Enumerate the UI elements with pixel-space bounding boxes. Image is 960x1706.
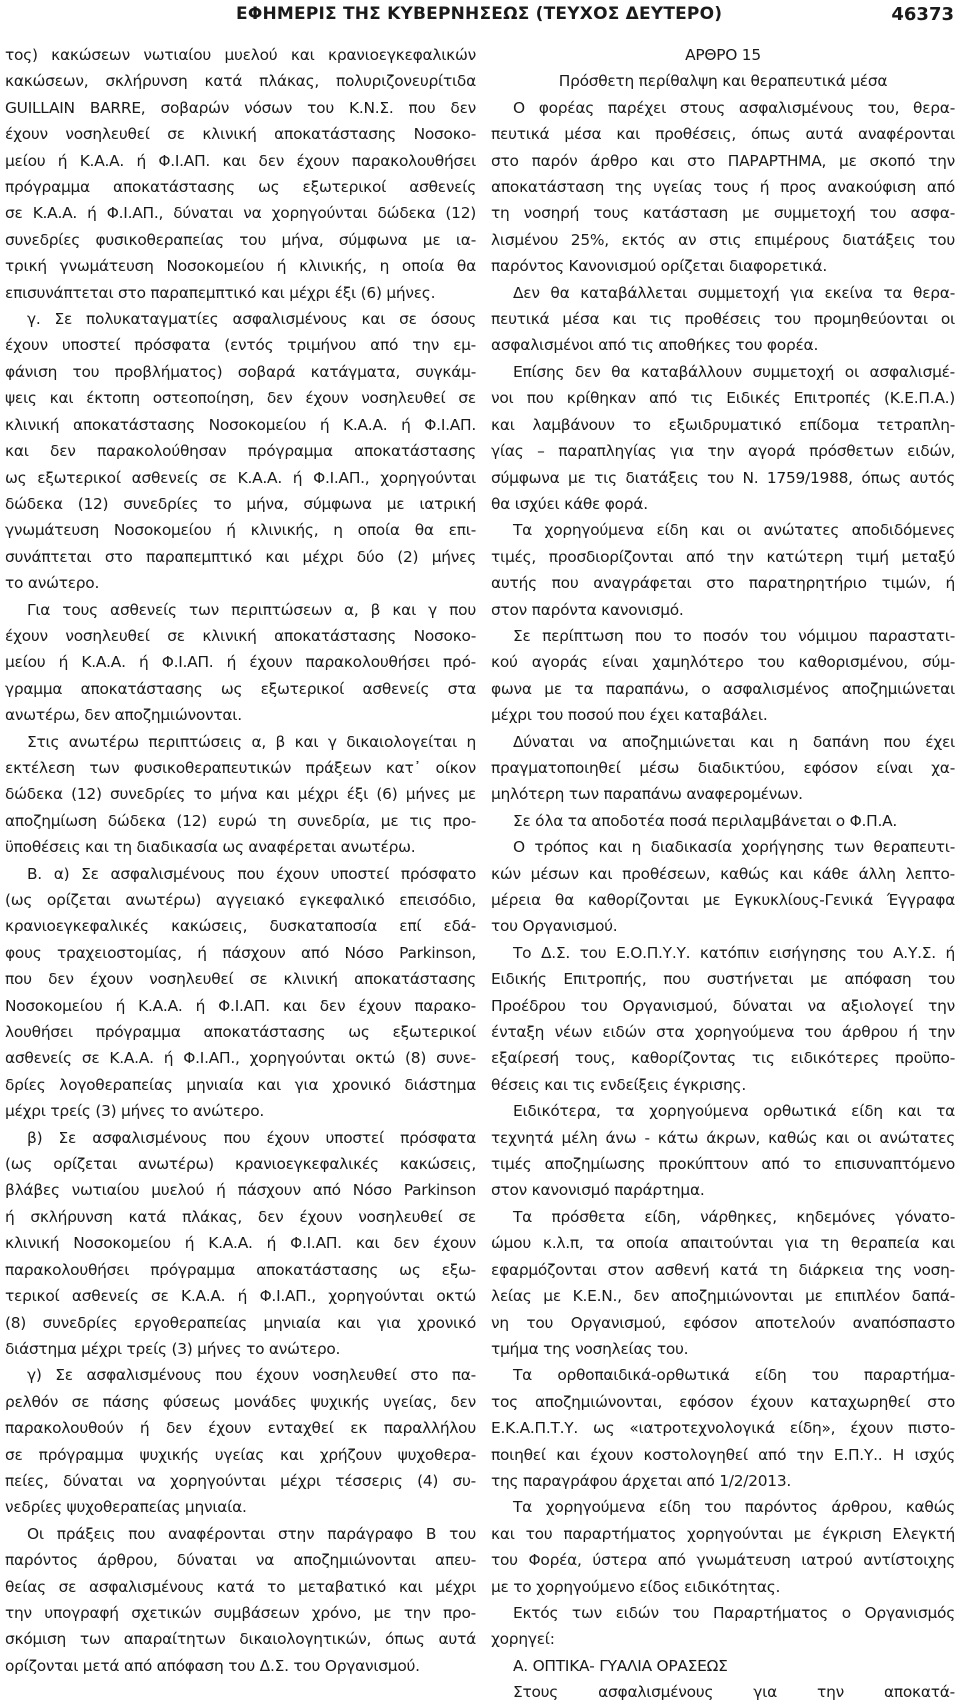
left-column-line: έχουν νοσηλευθεί σε κλινική αποκατάστασης Νοσοκο-: [5, 626, 476, 645]
left-column-line: έχουν νοσηλευθεί σε κλινική αποκατάστασης Νοσοκο-: [5, 125, 476, 144]
right-column-line: κών μέσων και προθέσεων, καθώς και κάθε άλλη λεπτο-: [491, 864, 955, 883]
left-column-line: ασθενείς σε Κ.Α.Α. ή Φ.Ι.ΑΠ., χορηγούνται οκτώ (8) συνε-: [5, 1049, 476, 1068]
left-column-line: ορίζονται μετά από απόφαση του Δ.Σ. του Οργανισμού.: [5, 1656, 420, 1675]
right-column-line: θέσεις και τις ενδείξεις έγκρισης.: [491, 1075, 746, 1094]
right-column-line: πευτικά μέσα και τις προθέσεις του προμηθεύονται οι: [491, 310, 955, 329]
left-column-line: ρελθόν σε πάσης φύσεως μονάδες ψυχικής υγείας, δεν: [5, 1392, 476, 1411]
left-column-line: Νοσοκομείου ή Κ.Α.Α. ή Φ.Ι.ΑΠ. και δεν έχουν παρακο-: [5, 996, 476, 1015]
left-column-line: κρανιοεγκεφαλικές κακώσεις, δυσκαταποσία επί εδά-: [5, 917, 476, 936]
left-column-line: το ανώτερο.: [5, 574, 100, 593]
right-column-line: στον κανονισμό παράρτημα.: [491, 1181, 705, 1200]
left-column-line: πείες, δύναται να χορηγούνται μέχρι τέσσερις (4) συ-: [5, 1471, 476, 1490]
left-column-line: ως εξωτερικοί ασθενείς σε Κ.Α.Α. ή Φ.Ι.ΑΠ., χορηγούνται: [5, 468, 476, 487]
left-column-line: σε Κ.Α.Α. ή Φ.Ι.ΑΠ., δύναται να χορηγούνται δώδεκα (12): [5, 204, 476, 223]
left-column-line: λουθήσει πρόγραμμα αποκατάστασης ως εξωτερικοί: [5, 1023, 476, 1042]
left-column-line: τρική γνωμάτευση Νοσοκομείου ή κλινικής, η οποία θα: [5, 257, 476, 276]
right-column-line: Δύναται να αποζημιώνεται και η δαπάνη που έχει: [513, 732, 955, 751]
right-column-line: αποκατάσταση της υγείας τους ή προς ανακούφιση από: [491, 178, 955, 197]
right-column-line: Στους ασφαλισμένους για την αποκατά-: [513, 1683, 955, 1702]
right-column-line: τιμές, προσδιορίζονται από την κατώτερη τιμή μεταξύ: [491, 547, 955, 566]
left-column-line: τερικοί ασθενείς σε Κ.Α.Α. ή Φ.Ι.ΑΠ., χορηγούνται οκτώ: [5, 1287, 476, 1306]
page-number: 46373: [891, 4, 954, 25]
left-column-line: κλινική αποκατάστασης Νοσοκομείου ή Κ.Α.Α. ή Φ.Ι.ΑΠ.: [5, 415, 476, 434]
left-column-line: β) Σε ασφαλισμένους που έχουν υποστεί πρόσφατα: [27, 1128, 476, 1147]
right-column-line: μηλότερη των παραπάνω αναφερομένων.: [491, 785, 803, 804]
right-column-line: και του παραρτήματος χορηγούνται με έγκριση Ελεγκτή: [491, 1524, 955, 1543]
left-column-line: επισυνάπτεται στο παραπεμπτικό και μέχρι έξι (6) μήνες.: [5, 283, 436, 302]
right-column-line: παρόντος Κανονισμού ορίζεται διαφορετικά.: [491, 257, 827, 276]
left-column-line: δρίες λογοθεραπείας μηνιαία και για χρονικό διάστημα: [5, 1075, 476, 1094]
left-column-line: ψεις και έκτοπη οστεοποίηση, δεν έχουν νοσηλευθεί σε: [5, 389, 476, 408]
right-column-line: λείας με Κ.Ε.Ν., δεν αποζημιώνονται με επιπλέον δαπά-: [491, 1287, 955, 1306]
left-column-line: νεδρίες ψυχοθεραπείας μηνιαία.: [5, 1498, 247, 1517]
right-column-line: ασφαλισμένοι από τις αποθήκες του φορέα.: [491, 336, 819, 355]
right-column-line: Ε.Κ.Α.Π.Τ.Υ. ως «ιατροτεχνολογικά είδη», έχουν πιστο-: [491, 1419, 955, 1438]
right-column-line: μέρεια θα καθορίζονται με Εγκυκλίους-Γενικά Έγγραφα: [491, 891, 955, 909]
right-column-line: Τα χορηγούμενα είδη του παρόντος άρθρου, καθώς: [513, 1498, 955, 1517]
left-column: [5, 42, 476, 1679]
left-column-line: φους τραχειοστομίας, ή πάσχουν από Νόσο Parkinson,: [5, 943, 476, 962]
right-column-line: σύμφωνα με τις διατάξεις του Ν. 1759/1988, όπως αυτός: [491, 468, 955, 487]
left-column-line: έχουν υποστεί πρόσφατα (εντός τριμήνου από την εμ-: [5, 336, 476, 355]
left-column-line: γ. Σε πολυκαταγματίες ασφαλισμένους και σε όσους: [27, 310, 476, 329]
right-column-line: Το Δ.Σ. του Ε.Ο.Π.Υ.Υ. κατόπιν εισήγησης του Α.Υ.Σ. ή: [513, 943, 955, 962]
left-column-line: μείου ή Κ.Α.Α. ή Φ.Ι.ΑΠ. και δεν έχουν παρακολουθήσει: [5, 151, 476, 170]
right-column-line: Τα ορθοπαιδικά-ορθωτικά είδη του παραρτήμα-: [513, 1366, 955, 1385]
right-column-line: τμήμα της νοσηλείας του.: [491, 1339, 689, 1358]
right-column-line: εξαίρεσή τους, καθορίζοντας τις ειδικότερες προϋπο-: [491, 1049, 955, 1068]
left-column-line: θείας σε ασφαλισμένους κατά το μεταβατικό και μέχρι: [5, 1577, 476, 1596]
left-column-line: μείου ή Κ.Α.Α. ή Φ.Ι.ΑΠ. ή έχουν παρακολουθήσει πρό-: [5, 653, 476, 672]
left-column-line: Για τους ασθενείς των περιπτώσεων α, β και γ που: [27, 600, 476, 619]
right-column-line: Ειδικής Επιτροπής, που συστήνεται με απόφαση του: [491, 970, 955, 989]
right-column-line: νοι που κρίθηκαν από τις Ειδικές Επιτροπές (Κ.Ε.Π.Α.): [491, 389, 955, 408]
left-column-line: Β. α) Σε ασφαλισμένους που έχουν υποστεί πρόσφατο: [27, 864, 476, 883]
left-column-line: μέχρι τρείς (3) μήνες το ανώτερο.: [5, 1102, 265, 1121]
right-column-line: Σε περίπτωση που το ποσόν του νόμιμου παραστατι-: [513, 626, 955, 645]
left-column-line: γραμμα αποκατάστασης ως εξωτερικοί ασθενείς στα: [5, 679, 476, 698]
right-column-line: τιμές αποζημίωσης προκύπτουν από το επισυναπτόμενο: [491, 1155, 955, 1174]
left-column-line: παρακολουθούν ή δεν έχουν ενταχθεί εκ παραλλήλου: [5, 1419, 476, 1438]
left-column-line: (ως ορίζεται ανωτέρω) αγγειακό εγκεφαλικό επεισόδιο,: [5, 891, 476, 909]
right-column-line: τος αποζημιώνονται, εφόσον έχουν καταχωρηθεί στο: [491, 1392, 955, 1411]
right-column-line: μέχρι του ποσού που έχει καταβάλει.: [491, 706, 768, 725]
right-column-line: ώμου κ.λ.π, τα οποία απαιτούνται για τη θεραπεία και: [491, 1234, 955, 1253]
left-column-line: την υπογραφή σχετικών συμβάσεων χρόνο, με την προ-: [5, 1603, 476, 1622]
right-column-line: στον παρόντα κανονισμό.: [491, 600, 684, 619]
right-column-line: με το χορηγούμενο είδος ειδικότητας.: [491, 1577, 781, 1596]
right-column-line: Σε όλα τα αποδοτέα ποσά περιλαμβάνεται ο Φ.Π.Α.: [513, 811, 898, 830]
left-column-line: δώδεκα (12) συνεδρίες το μήνα, σύμφωνα με ιατρική: [5, 494, 476, 513]
left-column-line: (ως ορίζεται ανωτέρω) κρανιοεγκεφαλικές κακώσεις,: [5, 1155, 476, 1174]
right-column-line: Προέδρου του Οργανισμού, δύναται να αξιολογεί την: [491, 996, 955, 1015]
left-column-line: Στις ανωτέρω περιπτώσεις α, β και γ δικαιολογείται η: [27, 732, 476, 751]
left-column-line: και δεν παρακολούθησαν πρόγραμμα αποκατάστασης: [5, 442, 476, 461]
right-column-line: τη νοσηρή τους κατάσταση με συμμετοχή του ασφα-: [491, 204, 955, 223]
left-column-line: κλινική Νοσοκομείου ή Κ.Α.Α. ή Φ.Ι.ΑΠ. και δεν έχουν: [5, 1234, 476, 1253]
right-column-line: Πρόσθετη περίθαλψη και θεραπευτικά μέσα: [558, 72, 888, 91]
right-column-line: της παραγράφου άρχεται από 1/2/2013.: [491, 1471, 792, 1490]
left-column-line: συνεδρίες φυσικοθεραπείας του μήνα, σύμφωνα με ια-: [5, 230, 476, 249]
left-column-line: σκόμιση των απαραίτητων δικαιολογητικών, όπως αυτά: [5, 1630, 476, 1649]
right-column-line: ένταξη νέων ειδών στα χορηγούμενα του άρθρου ή την: [491, 1023, 955, 1042]
right-column-line: Δεν θα καταβάλλεται συμμετοχή για εκείνα τα θερα-: [513, 283, 955, 302]
left-column-line: (8) συνεδρίες εργοθεραπείας μηνιαία και για χρονικό: [5, 1313, 476, 1332]
left-column-line: ή σκλήρυνση κατά πλάκας, δεν έχουν νοσηλευθεί σε: [5, 1207, 476, 1226]
right-column-line: και λαμβάνουν το εξωιδρυματικό επίδομα τετραπλη-: [491, 415, 955, 434]
left-column-line: πρόγραμμα αποκατάστασης ως εξωτερικοί ασθενείς: [5, 178, 476, 197]
left-column-line: δώδεκα (12) συνεδρίες το μήνα και μέχρι έξι (6) μήνες με: [5, 785, 476, 804]
right-column-line: κού αγοράς είναι χαμηλότερο του καθορισμένου, σύμ-: [491, 653, 955, 672]
left-column-line: εκτέλεση των φυσικοθεραπευτικών πράξεων κατ᾽ οίκον: [5, 758, 476, 777]
right-column-line: αυτής που αναγράφεται στο παρατηρητήριο τιμών, ή: [491, 574, 955, 593]
right-column-line: πραγματοποιηθεί μέσω διαδικτύου, εφόσον είναι χα-: [491, 758, 955, 777]
left-column-line: φάνιση του προβλήματος) σοβαρά κατάγματα, συγκάμ-: [5, 362, 476, 381]
left-column-line: που δεν έχουν νοσηλευθεί σε κλινική αποκατάστασης: [5, 970, 476, 989]
left-column-line: παρακολουθήσει πρόγραμμα αποκατάστασης ως εξω-: [5, 1260, 476, 1279]
right-column-line: χορηγεί:: [491, 1630, 555, 1649]
right-column-line: τεχνητά μέλη άνω - κάτω άκρων, καθώς και οι ανώτατες: [491, 1128, 955, 1147]
right-column-line: Α. ΟΠΤΙΚΑ- ΓΥΑΛΙΑ ΟΡΑΣΕΩΣ: [513, 1656, 728, 1675]
right-column-line: του Φορέα, ύστερα από γνωμάτευση ιατρού αντίστοιχης: [491, 1551, 955, 1570]
left-column-line: GUILLAIN BARRE, σοβαρών νόσων του Κ.Ν.Σ. που δεν: [5, 98, 476, 117]
right-column-line: θα ισχύει κάθε φορά.: [491, 494, 648, 513]
left-column-line: παρόντος άρθρου, δύναται να αποζημιώνονται απευ-: [5, 1551, 476, 1570]
right-column-line: Τα πρόσθετα είδη, νάρθηκες, κηδεμόνες γόνατο-: [513, 1207, 955, 1226]
left-column-line: βλάβες νωτιαίου μυελού ή πάσχουν από Νόσο Parkinson: [5, 1181, 476, 1200]
running-title: ΕΦΗΜΕΡΙΣ ΤΗΣ ΚΥΒΕΡΝΗΣΕΩΣ (ΤΕΥΧΟΣ ΔΕΥΤΕΡΟ): [236, 4, 723, 24]
left-column-line: γνωμάτευση Νοσοκομείου ή κλινικής, η οποία θα επι-: [5, 521, 476, 540]
left-column-line: τος) κακώσεων νωτιαίου μυελού και κρανιοεγκεφαλικών: [5, 46, 476, 64]
right-column-line: Επίσης δεν θα καταβάλλουν συμμετοχή οι ασφαλισμέ-: [513, 362, 955, 381]
right-column-line: Ο φορέας παρέχει στους ασφαλισμένους του, θερα-: [513, 98, 955, 117]
right-column-line: στο παρόν άρθρο και στο ΠΑΡΑΡΤΗΜΑ, με σκοπό την: [491, 151, 955, 170]
right-column: [491, 42, 955, 1706]
right-column-line: του Οργανισμού.: [491, 917, 618, 936]
right-column-line: Ο τρόπος και η διαδικασία χορήγησης των θεραπευτι-: [513, 838, 955, 857]
left-column-line: διάστημα μέχρι τρείς (3) μήνες το ανώτερο.: [5, 1339, 341, 1358]
right-column-line: γίας – παραπληγίας για την αγορά πρόσθετων ειδών,: [491, 442, 955, 461]
right-column-line: ποιηθεί και έχουν κοστολογηθεί από την Ε.Π.Υ.. Η ισχύς: [491, 1445, 955, 1464]
right-column-line: εφαρμόζονται στον ασθενή κατά τη διάρκεια της νοση-: [491, 1260, 955, 1279]
left-column-line: κακώσεων, σκλήρυνση κατά πλάκας, πολυριζονευρίτιδα: [5, 72, 476, 91]
left-column-line: γ) Σε ασφαλισμένους που έχουν νοσηλευθεί στο πα-: [27, 1366, 476, 1385]
right-column-line: πευτικά μέσα και προθέσεις, όπως αυτά αναφέρονται: [491, 125, 955, 144]
page-header: [0, 4, 960, 34]
right-column-line: Ειδικότερα, τα χορηγούμενα ορθωτικά είδη και τα: [513, 1102, 955, 1121]
left-column-line: Οι πράξεις που αναφέρονται στην παράγραφο Β του: [27, 1524, 476, 1543]
right-column-line: νη του Οργανισμού, εφόσον αποτελούν αναπόσπαστο: [491, 1313, 955, 1332]
right-column-line: ΑΡΘΡΟ 15: [685, 46, 761, 64]
left-column-line: ϋποθέσεις και τη διαδικασία ως αναφέρεται ανωτέρω.: [5, 838, 416, 857]
right-column-line: φωνα με τα παραπάνω, ο ασφαλισμένος αποζημιώνεται: [491, 679, 955, 698]
right-column-line: Τα χορηγούμενα είδη και οι ανώτατες αποδιδόμενες: [513, 521, 955, 540]
right-column-line: Εκτός των ειδών του Παραρτήματος ο Οργανισμός: [513, 1603, 955, 1622]
left-column-line: ανωτέρω, δεν αποζημιώνονται.: [5, 706, 242, 725]
left-column-line: συνάπτεται στο παραπεμπτικό και μέχρι δύο (2) μήνες: [5, 547, 476, 566]
left-column-line: αποζημίωση δώδεκα (12) ευρώ τη συνεδρία, με τις προ-: [5, 811, 476, 830]
left-column-line: σε πρόγραμμα ψυχικής υγείας και χρήζουν ψυχοθερα-: [5, 1445, 476, 1464]
right-column-line: λισμένου 25%, εκτός αν στις επιμέρους διατάξεις του: [491, 230, 955, 249]
